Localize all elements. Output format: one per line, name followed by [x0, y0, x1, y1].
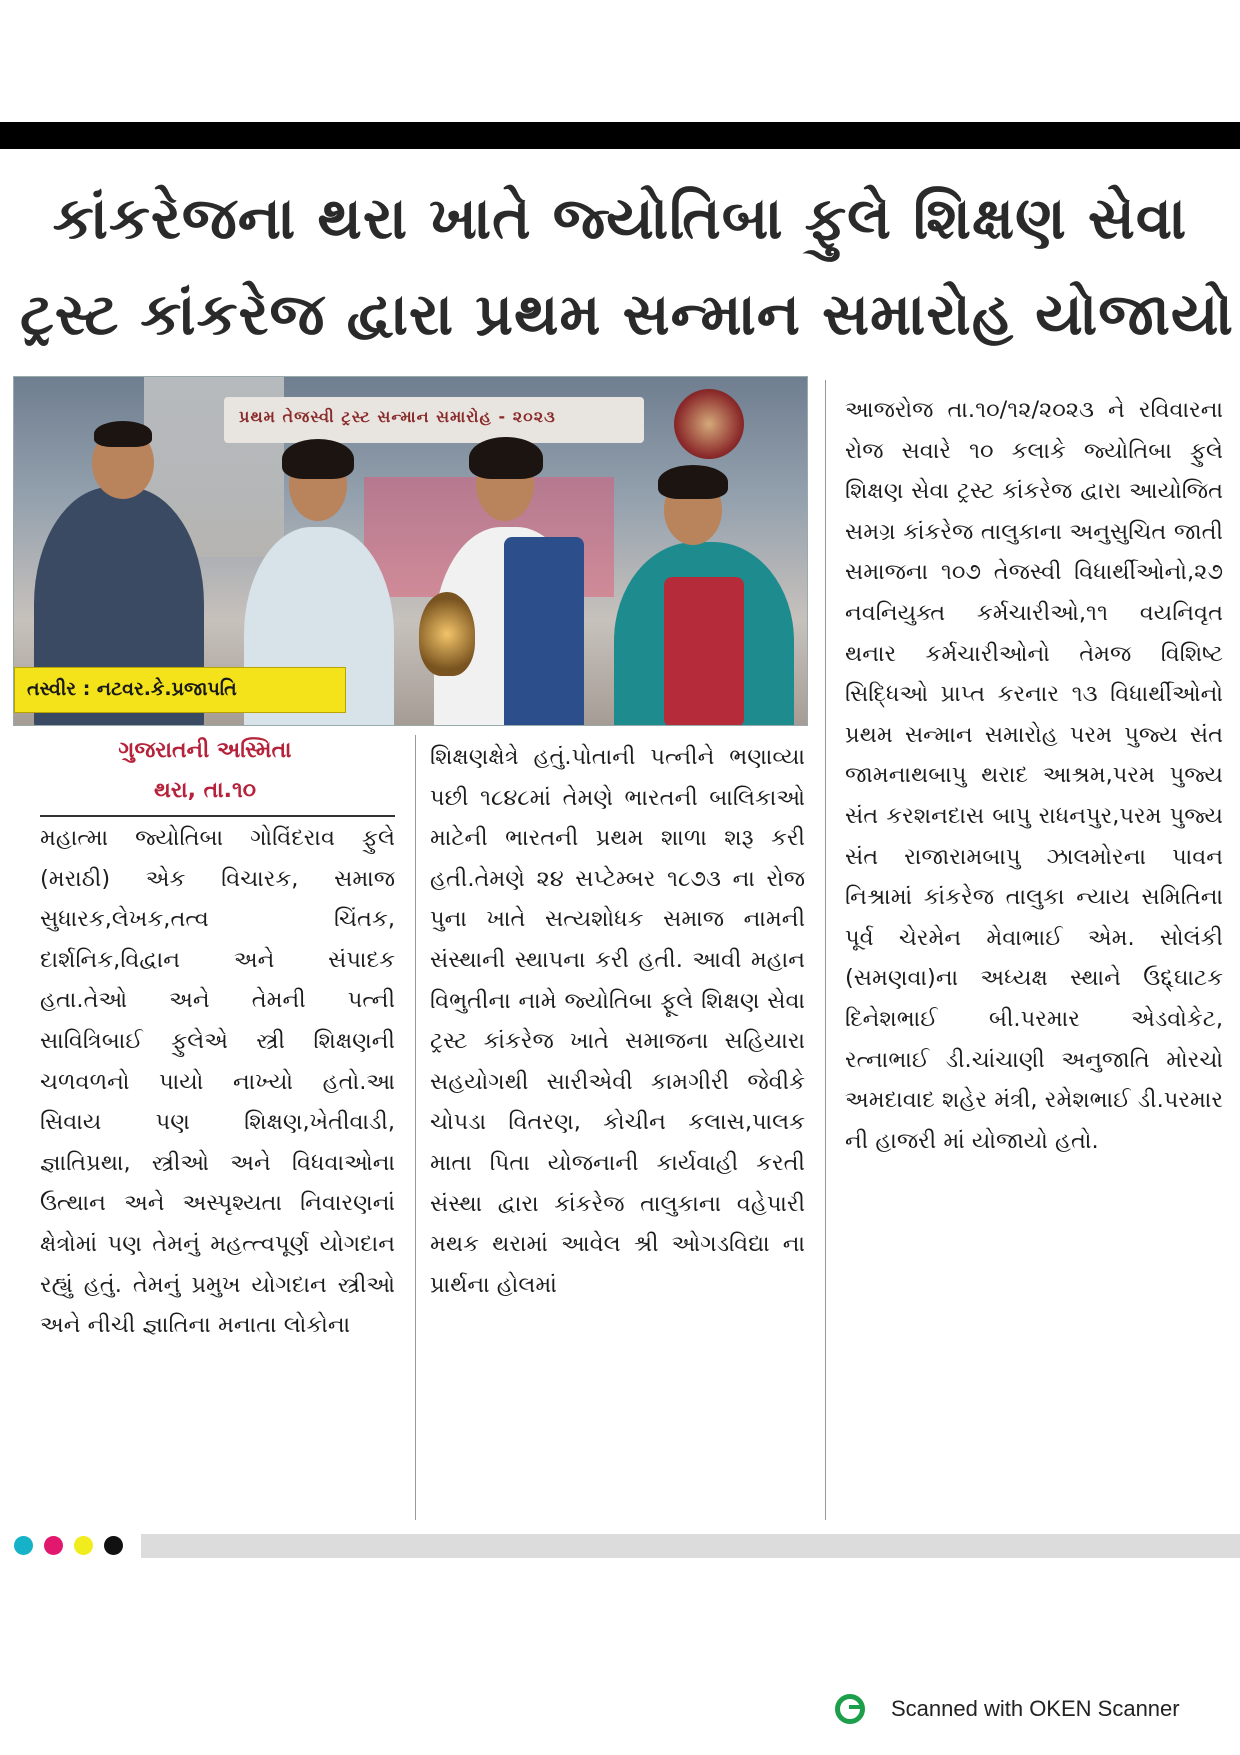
scanner-watermark-text: Scanned with OKEN Scanner [891, 1696, 1180, 1721]
top-black-rule [0, 122, 1240, 149]
oken-scanner-logo-icon [835, 1694, 865, 1724]
column-divider-1 [415, 735, 416, 1520]
photo-caption-text: તસ્વીર : નટવર.કે.પ્રજાપતિ [27, 678, 237, 700]
person-woman-hair [658, 465, 728, 499]
article-column-2-text: શિક્ષણક્ષેત્રે હતું.પોતાની પત્નીને ભણાવ્યા પછી ૧૮૪૮માં તેમણે ભારતની બાલિકાઓ માટેની ભારતની પ્રથમ શાળા શરૂ કરી હતી.તેમણે ૨૪ સપ્ટેમ્બર ૧૮૭૩ ના રોજ પુના ખાતે સત્યશોધક સમાજ નામની સંસ્થાની સ્થાપના કરી હતી. આવી મહાન વિભુતીના નામે જ્યોતિબા ફૂલે શિક્ષણ સેવા ટ્રસ્ટ કાંકરેજ ખાતે સમાજના સહિયારા સહયોગથી સારીએવી કામગીરી જેવીકે ચોપડા વિતરણ, કોચીન કલાસ,પાલક માતા પિતા યોજનાની કાર્યવાહી કરતી સંસ્થા દ્વારા કાંકરેજ તાલુકાના વહેપારી મથક થરામાં આવેલ શ્રી ઓગડવિદ્યા ના પ્રાર્થના હોલમાં [430, 744, 805, 1298]
dateline-rule [40, 815, 395, 817]
person-man-hair [94, 421, 152, 447]
registration-dot-cyan [14, 1536, 33, 1555]
column-divider-2 [825, 380, 826, 1520]
event-banner-text: પ્રથમ તેજસ્વી ટ્રસ્ટ સન્માન સમારોહ - ૨૦૨૩ [239, 407, 556, 426]
article-column-3-text: આજરોજ તા.૧૦/૧૨/૨૦૨૩ ને રવિવારના રોજ સવારે ૧૦ કલાકે જ્યોતિબા ફુલે શિક્ષણ સેવા ટ્રસ્ટ કાંકરેજ દ્વારા આયોજિત સમગ્ર કાંકરેજ તાલુકાના અનુસુચિત જાતી સમાજના ૧૦૭ તેજસ્વી વિધાર્થીઓનો,૨૭ નવનિયુક્ત કર્મચારીઓ,૧૧ વયનિવૃત થનાર કર્મચારીઓનો તેમજ વિશિષ્ટ સિદ્ધિઓ પ્રાપ્ત કરનાર ૧૩ વિધાર્થીઓનો પ્રથમ સન્માન સમારોહ પરમ પુજ્ય સંત જામનાથબાપુ થરાદ આશ્રમ,પરમ પુજ્ય સંત કરશનદાસ બાપુ રાધનપુર,પરમ પુજ્ય સંત રાજારામબાપુ ઝાલમોરના પાવન નિશ્રામાં કાંકરેજ તાલુકા ન્યાય સમિતિના પૂર્વ ચેરમેન મેવાભાઈ એમ. સોલંકી (સમણવા)ના અધ્યક્ષ સ્થાને ઉદ્દ્ઘાટક દિનેશભાઈ બી.પરમાર એડવોકેટ, રત્નાભાઈ ડી.ચાંચાણી અનુજાતિ મોરચો અમદાવાદ શહેર મંત્રી, રમેશભાઈ ડી.પરમાર ની હાજરી માં યોજાયો હતો. [845, 397, 1223, 1154]
photo-caption [14, 667, 346, 713]
article-column-3 [845, 390, 1223, 1530]
person-woman-top [664, 577, 744, 726]
headline-line-1: કાંકરેજના થરા ખાતે જ્યોતિબા ફુલે શિક્ષણ સેવા [52, 184, 1188, 252]
person-student-hair [282, 439, 354, 479]
scanner-watermark [835, 1692, 1215, 1732]
article-column-1-text: મહાત્મા જ્યોતિબા ગોવિંદરાવ ફુલે (મરાઠી) એક વિચારક, સમાજ સુધારક,લેખક,તત્વ ચિંતક, દાર્શનિક,વિદ્વાન અને સંપાદક હતા.તેઓ અને તેમની પત્ની સાવિત્રિબાઈ ફુલેએ સ્ત્રી શિક્ષણની ચળવળનો પાયો નાખ્યો હતો.આ સિવાય પણ શિક્ષણ,ખેતીવાડી, જ્ઞાતિપ્રથા, સ્ત્રીઓ અને વિધવાઓના ઉત્થાન અને અસ્પૃશ્યતા નિવારણનાં ક્ષેત્રોમાં પણ તેમનું મહત્ત્વપૂર્ણ યોગદાન રહ્યું હતું. તેમનું પ્રમુખ યોગદાન સ્ત્રીઓ અને નીચી જ્ઞાતિના મનાતા લોકોના [40, 825, 395, 1339]
event-logo-icon [674, 389, 744, 459]
newspaper-name: ગુજરાતની અસ્મિતા [118, 738, 292, 763]
registration-dot-yellow [74, 1536, 93, 1555]
news-photo [13, 376, 808, 726]
person-guest-scarf [504, 537, 584, 726]
award-trophy-icon [419, 592, 475, 676]
headline [20, 170, 1234, 370]
dateline: થરા, તા.૧૦ [153, 778, 256, 803]
person-guest-hair [469, 437, 543, 479]
headline-line-2: ટ્રસ્ટ કાંકરેજ દ્વારા પ્રથમ સન્માન સમારોહ યોજાયો [20, 280, 1234, 348]
print-color-bar [141, 1534, 1240, 1558]
registration-dot-magenta [44, 1536, 63, 1555]
article-column-2 [430, 737, 805, 1527]
registration-dot-black [104, 1536, 123, 1555]
article-column-1 [40, 818, 395, 1518]
